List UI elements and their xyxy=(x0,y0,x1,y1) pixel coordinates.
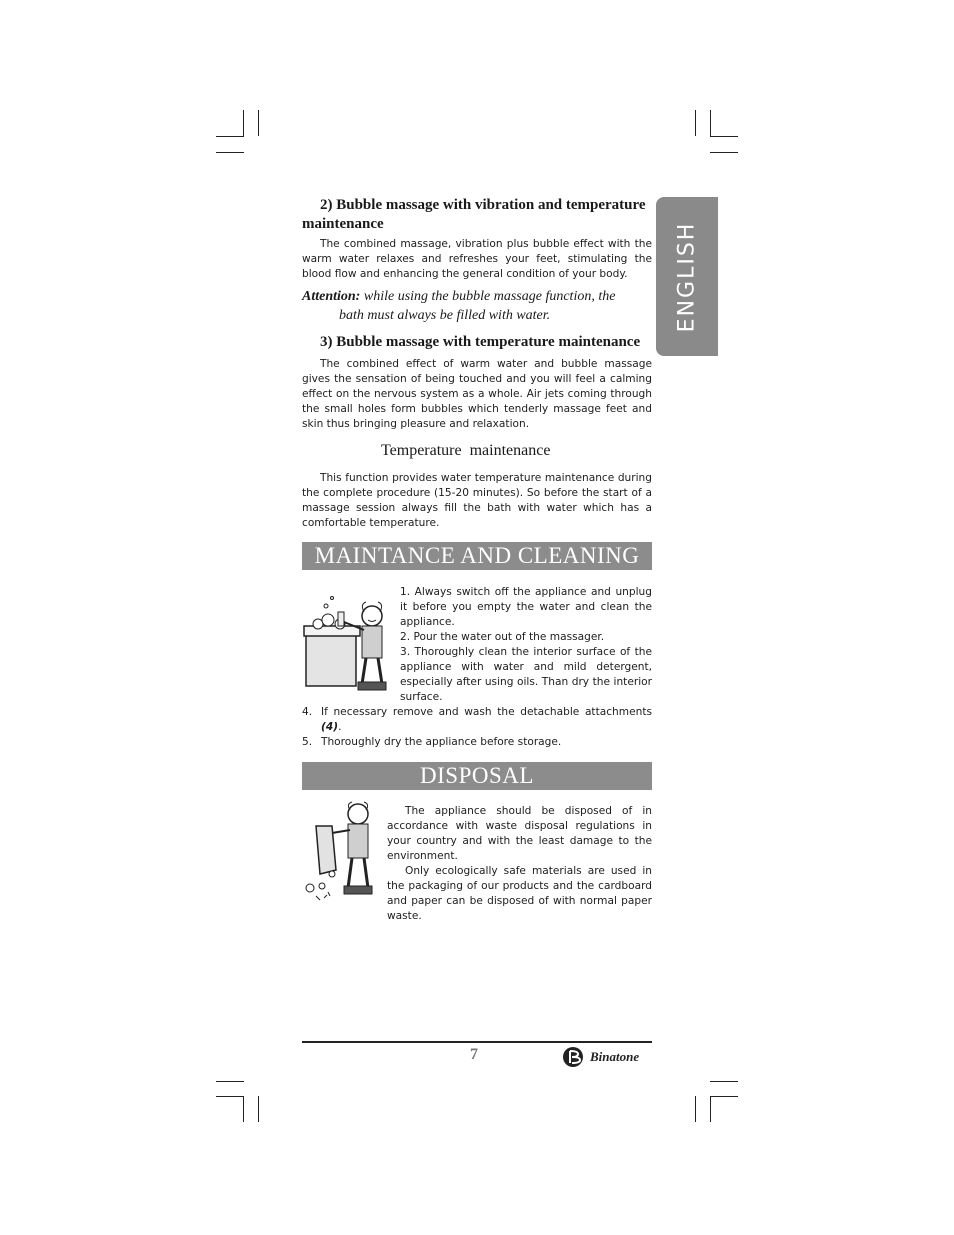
page-number: 7 xyxy=(470,1046,478,1063)
maintenance-step-1: 1. Always switch off the appliance and unplug it before you empty the water and clean the appliance. xyxy=(400,586,652,628)
maintenance-step-2: 2. Pour the water out of the massager. xyxy=(400,631,605,643)
maintenance-steps xyxy=(400,585,652,705)
section3-body: The combined effect of warm water and bubble massage gives the sensation of being touched and you will feel a calming effect on the nervous system as a whole. Air jets coming through the small holes form bubbles which tenderly massage feet and skin thus bringing pleasure and relaxation. xyxy=(302,358,652,430)
crop-mark xyxy=(258,110,259,136)
maintenance-step-3: 3. Thoroughly clean the interior surface of the appliance with water and mild detergent, especially after using oils. Than dry the interior surface. xyxy=(400,646,652,703)
language-tab-label: ENGLISH xyxy=(674,221,700,332)
step-5-number: 5. xyxy=(302,736,313,748)
disposal-title: DISPOSAL xyxy=(420,763,534,788)
crop-mark xyxy=(216,1096,244,1097)
brand-logo-icon xyxy=(562,1046,588,1068)
temperature-body: This function provides water temperature maintenance during the complete procedure (15-20 minutes). So before the start of a massage session always fill the bath with water which has a comfortable temperature. xyxy=(302,472,652,529)
crop-mark xyxy=(216,152,244,153)
attention-label: Attention: xyxy=(302,289,361,304)
disposal-para-2: Only ecologically safe materials are used in the packaging of our products and the cardboard and paper can be disposed of with normal paper waste. xyxy=(387,865,652,922)
crop-mark xyxy=(216,136,244,137)
crop-mark xyxy=(710,1096,738,1097)
disposal-illustration xyxy=(302,800,384,906)
disposal-title-bar xyxy=(302,762,652,790)
crop-mark xyxy=(710,1096,711,1122)
disposal-text xyxy=(387,804,652,924)
attention-text-1: while using the bubble massage function, the xyxy=(360,289,616,304)
crop-mark xyxy=(216,1081,244,1082)
crop-mark xyxy=(710,152,738,153)
crop-mark xyxy=(695,110,696,136)
maintenance-step-4: 4. If necessary remove and wash the detachable attachments (4). xyxy=(302,706,652,733)
section3-heading: 3) Bubble massage with temperature maintenance xyxy=(320,334,641,350)
section2-body: The combined massage, vibration plus bubble effect with the warm water relaxes and refreshes your feet, stimulating the blood flow and enhancing the general condition of your body. xyxy=(302,238,652,280)
section2-heading xyxy=(320,196,652,215)
temperature-heading: Temperature maintenance xyxy=(381,442,551,459)
crop-mark xyxy=(243,110,244,136)
brand-name: Binatone xyxy=(590,1049,640,1064)
section2-heading-line2: maintenance xyxy=(302,216,384,232)
crop-mark xyxy=(710,1081,738,1082)
maintenance-step-5 xyxy=(302,735,652,750)
footer-rule xyxy=(302,1041,652,1043)
step-5-text: Thoroughly dry the appliance before storage. xyxy=(321,736,562,748)
section2-heading-cont xyxy=(302,215,384,234)
section2-heading-line1: 2) Bubble massage with vibration and temperature xyxy=(320,197,646,213)
step-4-number: 4. xyxy=(302,706,313,718)
crop-mark xyxy=(710,136,738,137)
language-tab xyxy=(656,197,718,356)
cleaning-illustration xyxy=(302,584,394,694)
crop-mark xyxy=(258,1096,259,1122)
attention-note xyxy=(302,287,662,325)
crop-mark xyxy=(695,1096,696,1122)
maintenance-title-bar xyxy=(302,542,652,570)
brand-logo xyxy=(562,1046,639,1068)
crop-mark xyxy=(243,1096,244,1122)
crop-mark xyxy=(710,110,711,136)
disposal-para-1: The appliance should be disposed of in accordance with waste disposal regulations in your country and with the least damage to the environment. xyxy=(387,805,652,862)
attention-text-2: bath must always be filled with water. xyxy=(339,308,551,323)
maintenance-title: MAINTANCE AND CLEANING xyxy=(314,543,640,568)
step-4-ref: (4) xyxy=(321,721,339,733)
step-4-text: If necessary remove and wash the detachable attachments xyxy=(321,706,652,718)
